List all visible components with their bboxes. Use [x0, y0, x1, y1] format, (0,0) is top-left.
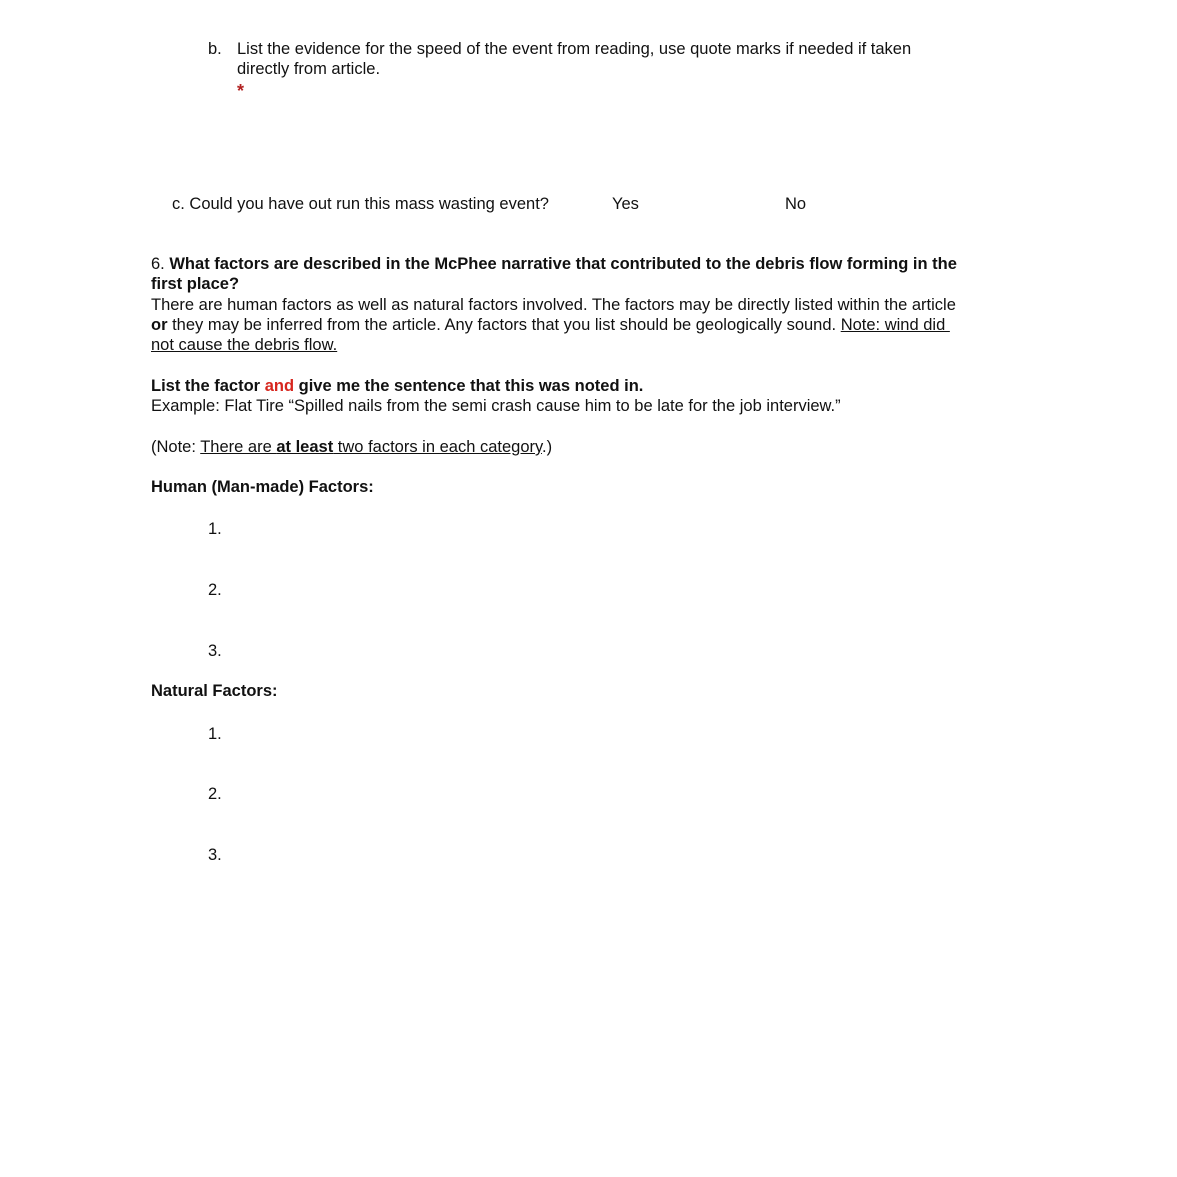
q6-body-or: or	[151, 316, 168, 334]
natural-factor-item-2: 2.	[208, 785, 222, 803]
required-asterisk: *	[237, 81, 245, 101]
q5c-yes-option[interactable]: Yes	[612, 195, 639, 213]
note-at-least: at least	[276, 438, 334, 456]
note-underline-1: There are	[200, 438, 277, 456]
instruction-and: and	[264, 377, 295, 395]
instruction-part2: give me the sentence that this was noted in.	[294, 377, 644, 395]
q6-number: 6.	[151, 255, 165, 273]
human-factor-item-3: 3.	[208, 642, 222, 660]
q5b-marker: b.	[208, 40, 222, 58]
q5c-question: c. Could you have out run this mass wasting event?	[172, 195, 549, 213]
q6-note-wind-continued: not cause the debris flow.	[151, 336, 338, 354]
q6-title-line2: first place?	[151, 275, 240, 293]
q6-note-wind: Note: wind did	[840, 316, 950, 334]
instruction-heading	[151, 376, 643, 396]
instruction-example: Example: Flat Tire “Spilled nails from the semi crash cause him to be late for the job interview.”	[151, 397, 841, 415]
factor-count-note	[151, 437, 552, 457]
q5b-prompt-line2: directly from article.	[237, 60, 381, 78]
natural-factors-heading: Natural Factors:	[151, 682, 278, 700]
note-close: .)	[542, 438, 553, 456]
human-factor-item-1: 1.	[208, 520, 222, 538]
human-factors-heading: Human (Man-made) Factors:	[151, 478, 374, 496]
q5b-prompt-line1: List the evidence for the speed of the event from reading, use quote marks if needed if taken	[237, 40, 912, 58]
q6-body-line1: There are human factors as well as natural factors involved. The factors may be directly listed within the article	[151, 296, 956, 314]
note-open: (Note:	[151, 438, 201, 456]
q5c-no-option[interactable]: No	[785, 195, 807, 213]
note-underline-2: two factors in each category	[333, 438, 543, 456]
human-factor-item-2: 2.	[208, 581, 222, 599]
instruction-part1: List the factor	[151, 377, 265, 395]
q6-title-line1	[151, 254, 957, 274]
q6-body-text: they may be inferred from the article. Any factors that you list should be geologically sound.	[167, 316, 841, 334]
natural-factor-item-3: 3.	[208, 846, 222, 864]
natural-factor-item-1: 1.	[208, 725, 222, 743]
q6-title-text: What factors are described in the McPhee narrative that contributed to the debris flow forming in the	[169, 255, 957, 273]
q6-body-line2	[151, 315, 950, 335]
